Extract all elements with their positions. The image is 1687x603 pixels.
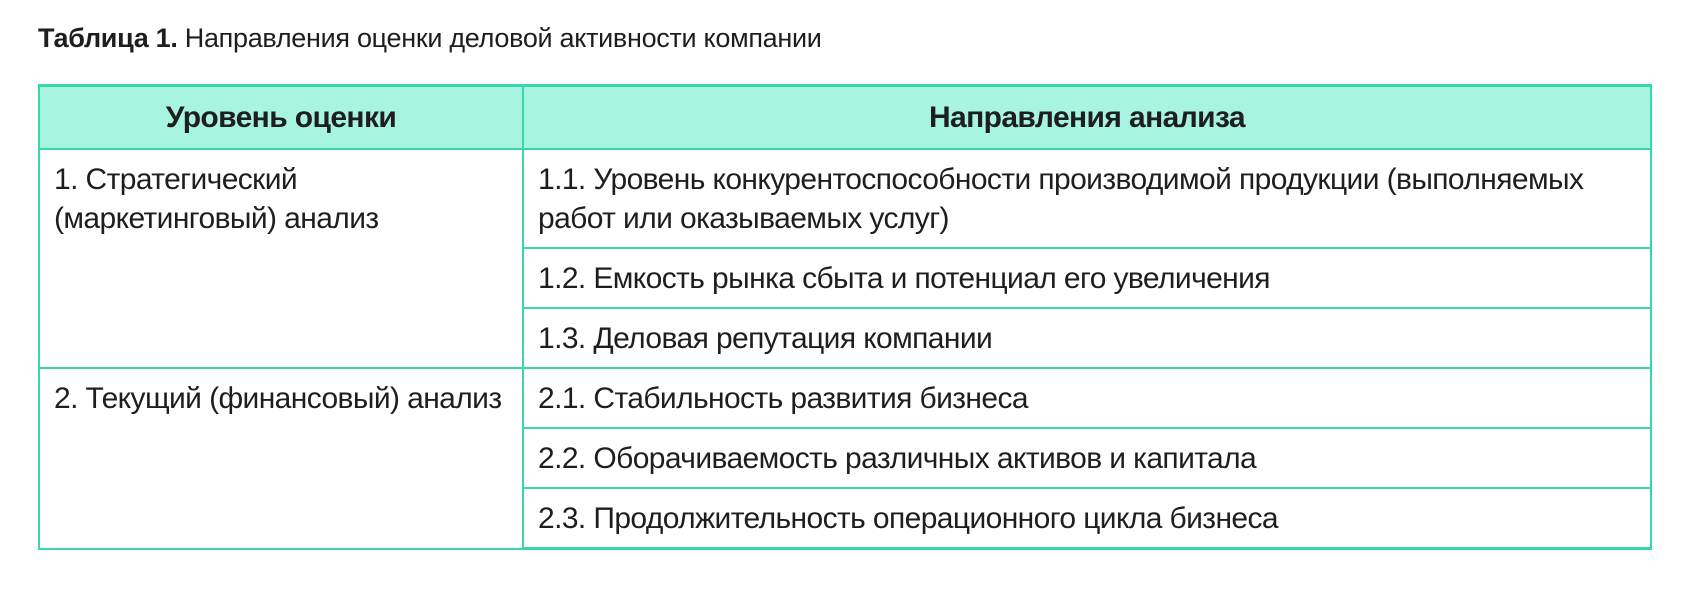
level-cell-current: 2. Текущий (финансовый) анализ <box>39 368 523 549</box>
header-level: Уровень оценки <box>39 86 523 150</box>
table-row <box>39 149 1651 248</box>
direction-cell: 2.2. Оборачиваемость различных активов и капитала <box>523 428 1651 488</box>
evaluation-table <box>38 84 1652 550</box>
direction-cell: 2.1. Стабильность развития бизнеса <box>523 368 1651 428</box>
table-caption-label: Таблица 1. <box>38 23 178 53</box>
table-header-row <box>39 86 1651 150</box>
direction-cell: 1.3. Деловая репутация компании <box>523 308 1651 368</box>
table-row <box>39 368 1651 428</box>
table-caption <box>38 20 822 56</box>
direction-cell: 2.3. Продолжительность операционного цикла бизнеса <box>523 488 1651 549</box>
direction-cell: 1.1. Уровень конкурентоспособности производимой продукции (выполняемых работ или оказываемых услуг) <box>523 149 1651 248</box>
table-caption-text: Направления оценки деловой активности компании <box>184 23 822 53</box>
table-container <box>38 84 1650 550</box>
level-cell-strategic: 1. Стратегический (маркетинговый) анализ <box>39 149 523 368</box>
header-directions: Направления анализа <box>523 86 1651 150</box>
direction-cell: 1.2. Емкость рынка сбыта и потенциал его увеличения <box>523 248 1651 308</box>
